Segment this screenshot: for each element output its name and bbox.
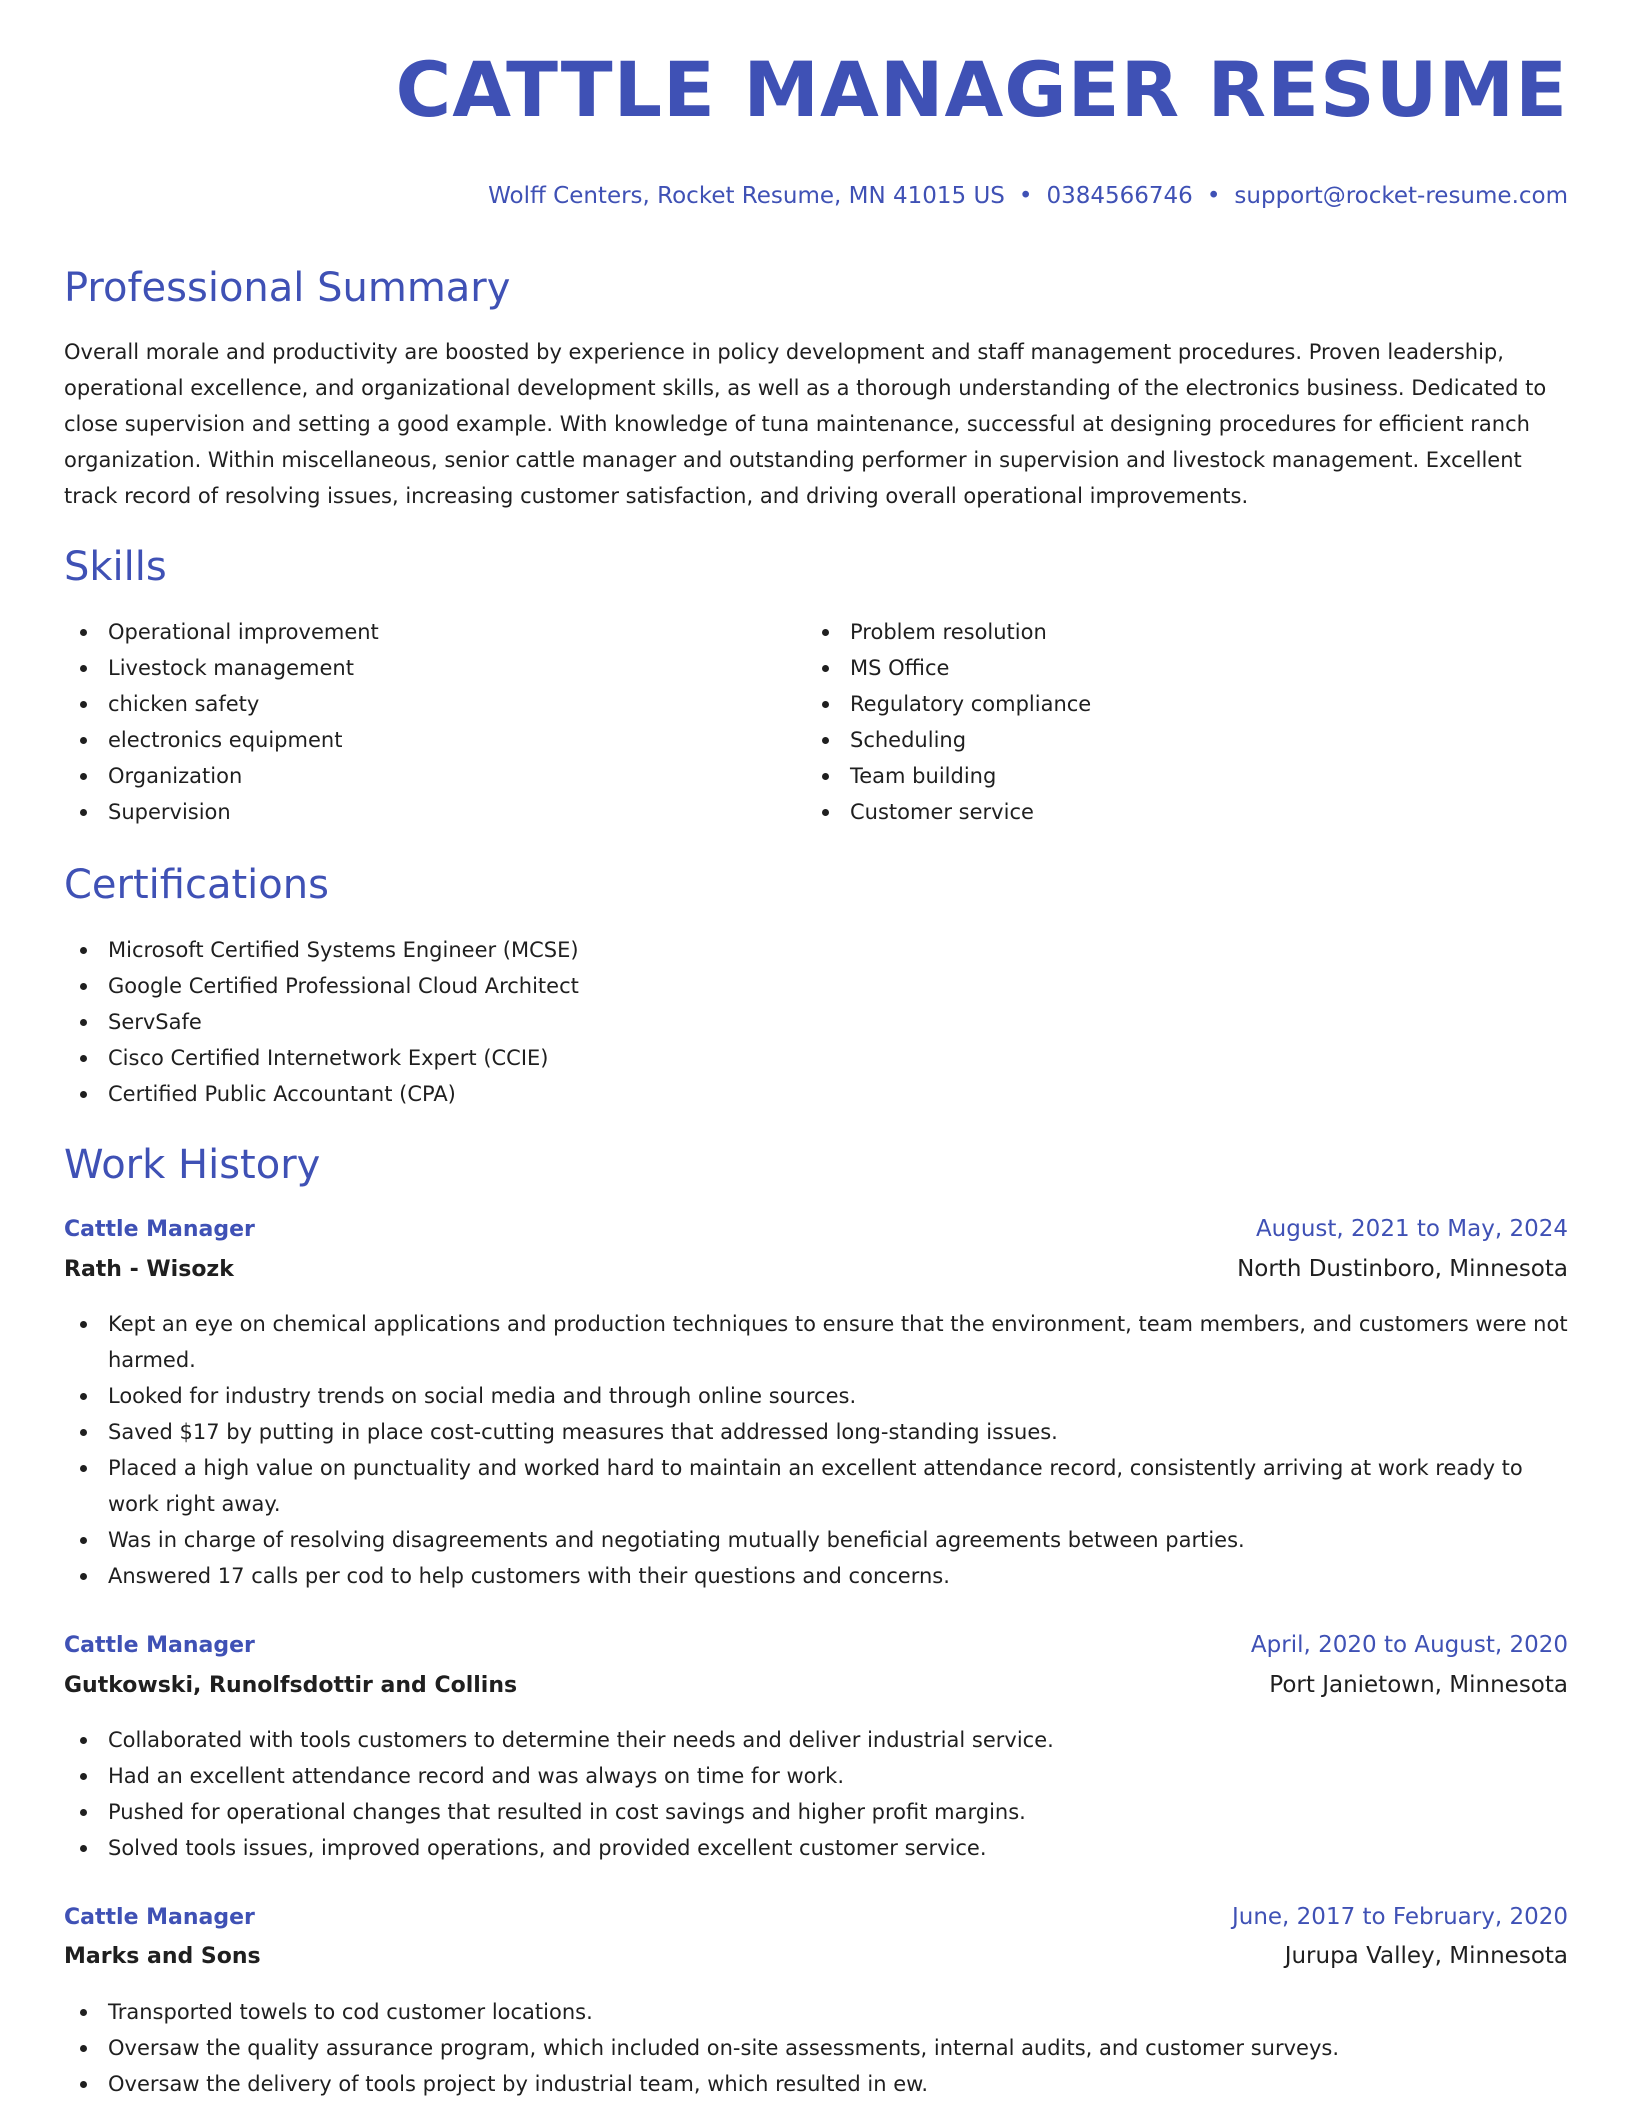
skill-item: electronics equipment (64, 722, 764, 758)
skill-item: MS Office (806, 650, 1506, 686)
skills-list-right (806, 614, 1506, 830)
job-bullet: Solved tools issues, improved operations, and provided excellent customer service. (64, 1830, 1568, 1866)
job-location: Jurupa Valley, Minnesota (1284, 1943, 1568, 1969)
summary-heading: Professional Summary (64, 265, 511, 311)
job-bullet: Had an excellent attendance record and was always on time for work. (64, 1758, 1568, 1794)
job-bullets (64, 1306, 1568, 1594)
contact-email[interactable]: support@rocket-resume.com (1234, 183, 1568, 209)
skill-item: Organization (64, 758, 764, 794)
contact-separator: • (1018, 183, 1033, 209)
skill-item: Supervision (64, 794, 764, 830)
work-history-heading: Work History (64, 1142, 321, 1188)
job-bullet: Oversaw the delivery of tools project by industrial team, which resulted in ew. (64, 2066, 1568, 2102)
job-title: Cattle Manager (64, 1633, 255, 1658)
skill-item: Scheduling (806, 722, 1506, 758)
job-company: Marks and Sons (64, 1944, 261, 1969)
resume-title: CATTLE MANAGER RESUME (395, 45, 1568, 134)
skill-item: Problem resolution (806, 614, 1506, 650)
contact-line (488, 183, 1568, 209)
job-bullet: Looked for industry trends on social media and through online sources. (64, 1378, 1568, 1414)
job-title: Cattle Manager (64, 1217, 255, 1242)
certification-item: Certified Public Accountant (CPA) (64, 1076, 1568, 1112)
job-bullet: Collaborated with tools customers to determine their needs and deliver industrial service. (64, 1722, 1568, 1758)
skill-item: Regulatory compliance (806, 686, 1506, 722)
skill-item: Customer service (806, 794, 1506, 830)
job-bullet: Was in charge of resolving disagreements and negotiating mutually beneficial agreements between parties. (64, 1522, 1568, 1558)
skill-item: Operational improvement (64, 614, 764, 650)
job-bullet: Pushed for operational changes that resulted in cost savings and higher profit margins. (64, 1794, 1568, 1830)
certifications-list (64, 932, 1568, 1112)
skill-item: Team building (806, 758, 1506, 794)
job-bullet: Kept an eye on chemical applications and production techniques to ensure that the environment, team members, and customers were not harmed. (64, 1306, 1568, 1378)
skills-list-left (64, 614, 764, 830)
contact-phone: 0384566746 (1046, 183, 1193, 209)
certification-item: ServSafe (64, 1004, 1568, 1040)
summary-text: Overall morale and productivity are boosted by experience in policy development and staff management procedures. Proven leadership, operational excellence, and organizational development skills, as well as a thorough understanding of the electronics business. Dedicated to close supervision and setting a good example. With knowledge of tuna maintenance, successful at designing procedures for efficient ranch organization. Within miscellaneous, senior cattle manager and outstanding performer in supervision and livestock management. Excellent track record of resolving issues, increasing customer satisfaction, and driving overall operational improvements. (64, 340, 1547, 508)
job-company: Rath - Wisozk (64, 1257, 234, 1282)
job-dates: August, 2021 to May, 2024 (1255, 1216, 1568, 1242)
skill-item: chicken safety (64, 686, 764, 722)
certifications-heading: Certifications (64, 862, 329, 908)
contact-address: Wolff Centers, Rocket Resume, MN 41015 US (488, 183, 1005, 209)
contact-separator: • (1206, 183, 1221, 209)
job-location: Port Janietown, Minnesota (1269, 1672, 1568, 1698)
certification-item: Cisco Certified Internetwork Expert (CCIE) (64, 1040, 1568, 1076)
job-title: Cattle Manager (64, 1905, 255, 1930)
job-bullet: Saved $17 by putting in place cost-cutting measures that addressed long-standing issues. (64, 1414, 1568, 1450)
certification-item: Microsoft Certified Systems Engineer (MCSE) (64, 932, 1568, 968)
job-bullet: Placed a high value on punctuality and worked hard to maintain an excellent attendance record, consistently arriving at work ready to work right away. (64, 1450, 1568, 1522)
skill-item: Livestock management (64, 650, 764, 686)
job-company: Gutkowski, Runolfsdottir and Collins (64, 1673, 518, 1698)
job-bullets (64, 1722, 1568, 1866)
job-bullet: Oversaw the quality assurance program, which included on-site assessments, internal audits, and customer surveys. (64, 2030, 1568, 2066)
skills-heading: Skills (64, 544, 167, 590)
job-bullet: Transported towels to cod customer locations. (64, 1994, 1568, 2030)
job-bullets (64, 1994, 1568, 2102)
certification-item: Google Certified Professional Cloud Architect (64, 968, 1568, 1004)
job-bullet: Answered 17 calls per cod to help customers with their questions and concerns. (64, 1558, 1568, 1594)
job-location: North Dustinboro, Minnesota (1237, 1256, 1568, 1282)
job-dates: June, 2017 to February, 2020 (1231, 1904, 1568, 1930)
job-dates: April, 2020 to August, 2020 (1250, 1632, 1568, 1658)
